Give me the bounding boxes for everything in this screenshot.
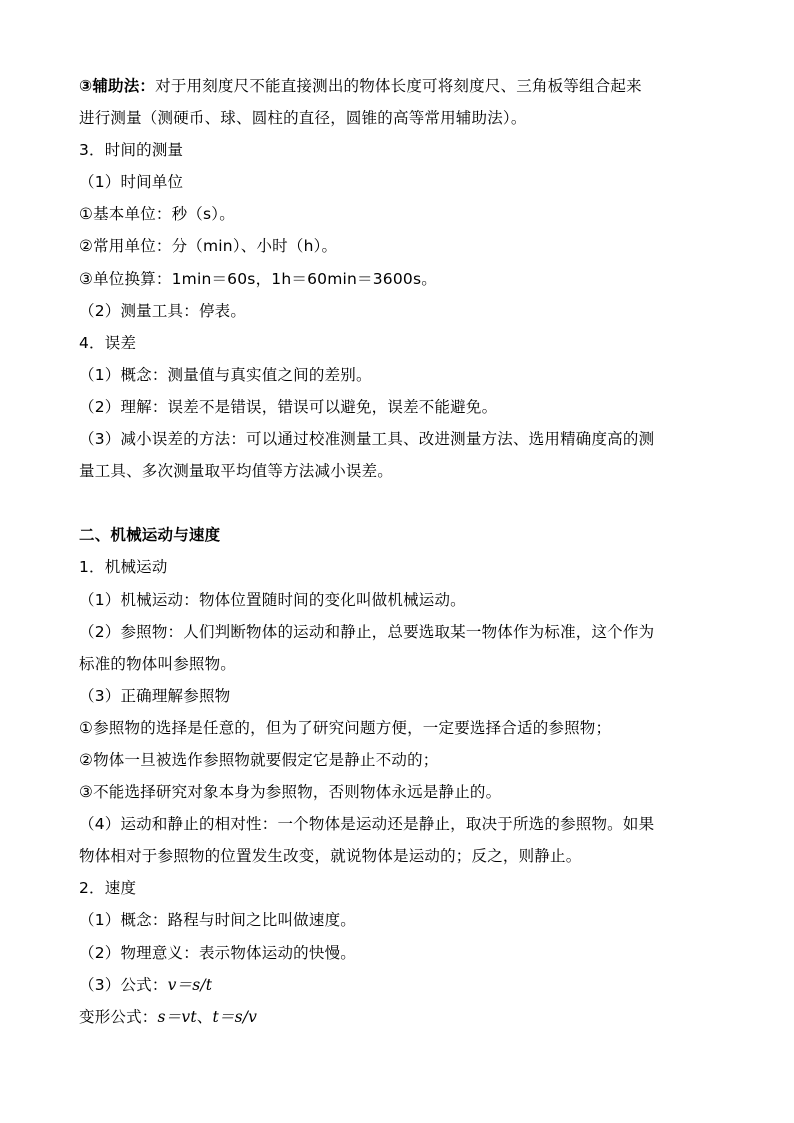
aux-method-label: ③辅助法： (79, 77, 156, 95)
error-heading: 4．误差 (79, 333, 137, 352)
base-unit-line: ①基本单位：秒（s）。 (79, 205, 235, 224)
derived-formula-separator: 、 (196, 1007, 213, 1026)
error-understand-line: （2）理解：误差不是错误，错误可以避免，误差不能避免。 (79, 397, 498, 416)
aux-method-line-2: 进行测量（测硬币、球、圆柱的直径，圆锥的高等常用辅助法）。 (79, 109, 527, 128)
speed-concept-line: （1）概念：路程与时间之比叫做速度。 (79, 911, 356, 930)
motion-definition-line: （1）机械运动：物体位置随时间的变化叫做机械运动。 (79, 590, 466, 609)
time-unit-subheading: （1）时间单位 (79, 173, 184, 192)
derived-formula-label: 变形公式： (79, 1007, 158, 1026)
derived-formula-line (79, 1001, 719, 1033)
document-page (79, 70, 719, 1033)
error-concept-line: （1）概念：测量值与真实值之间的差别。 (79, 365, 372, 384)
aux-method-text: 对于用刻度尺不能直接测出的物体长度可将刻度尺、三角板等组合起来 (155, 77, 642, 95)
conversion-line: ③单位换算：1min＝60s，1h＝60min＝3600s。 (79, 269, 437, 288)
derived-formula-distance: s＝vt (157, 1007, 197, 1026)
section-title: 二、机械运动与速度 (79, 526, 221, 545)
reference-definition-line: （2）参照物：人们判断物体的运动和静止，总要选取某一物体作为标准，这个作为 (79, 622, 655, 641)
reference-point-2: ②物体一旦被选作参照物就要假定它是静止不动的； (79, 750, 439, 769)
relativity-line-2: 物体相对于参照物的位置发生改变，就说物体是运动的；反之，则静止。 (79, 847, 582, 866)
formula-label: （3）公式： (79, 975, 168, 994)
relativity-line: （4）运动和静止的相对性：一个物体是运动还是静止，取决于所选的参照物。如果 (79, 815, 655, 834)
reference-point-1: ①参照物的选择是任意的，但为了研究问题方便，一定要选择合适的参照物； (79, 718, 612, 737)
speed-formula: v＝s/t (167, 975, 213, 994)
error-reduce-line-2: 量工具、多次测量取平均值等方法减小误差。 (79, 462, 394, 481)
derived-formula-time: t＝s/v (212, 1007, 258, 1026)
formula-line (79, 969, 719, 1001)
speed-heading: 2．速度 (79, 879, 137, 898)
error-reduce-line: （3）减小误差的方法：可以通过校准测量工具、改进测量方法、选用精确度高的测 (79, 430, 655, 449)
speed-meaning-line: （2）物理意义：表示物体运动的快慢。 (79, 943, 356, 962)
motion-heading: 1．机械运动 (79, 558, 168, 577)
aux-method-line (79, 70, 719, 102)
reference-point-3: ③不能选择研究对象本身为参照物，否则物体永远是静止的。 (79, 783, 502, 802)
reference-definition-line-2: 标准的物体叫参照物。 (79, 654, 237, 673)
common-unit-line: ②常用单位：分（min）、小时（h）。 (79, 237, 338, 256)
reference-understand-subheading: （3）正确理解参照物 (79, 686, 231, 705)
section-gap (79, 487, 719, 519)
time-heading: 3．时间的测量 (79, 141, 184, 160)
tool-line: （2）测量工具：停表。 (79, 301, 247, 320)
